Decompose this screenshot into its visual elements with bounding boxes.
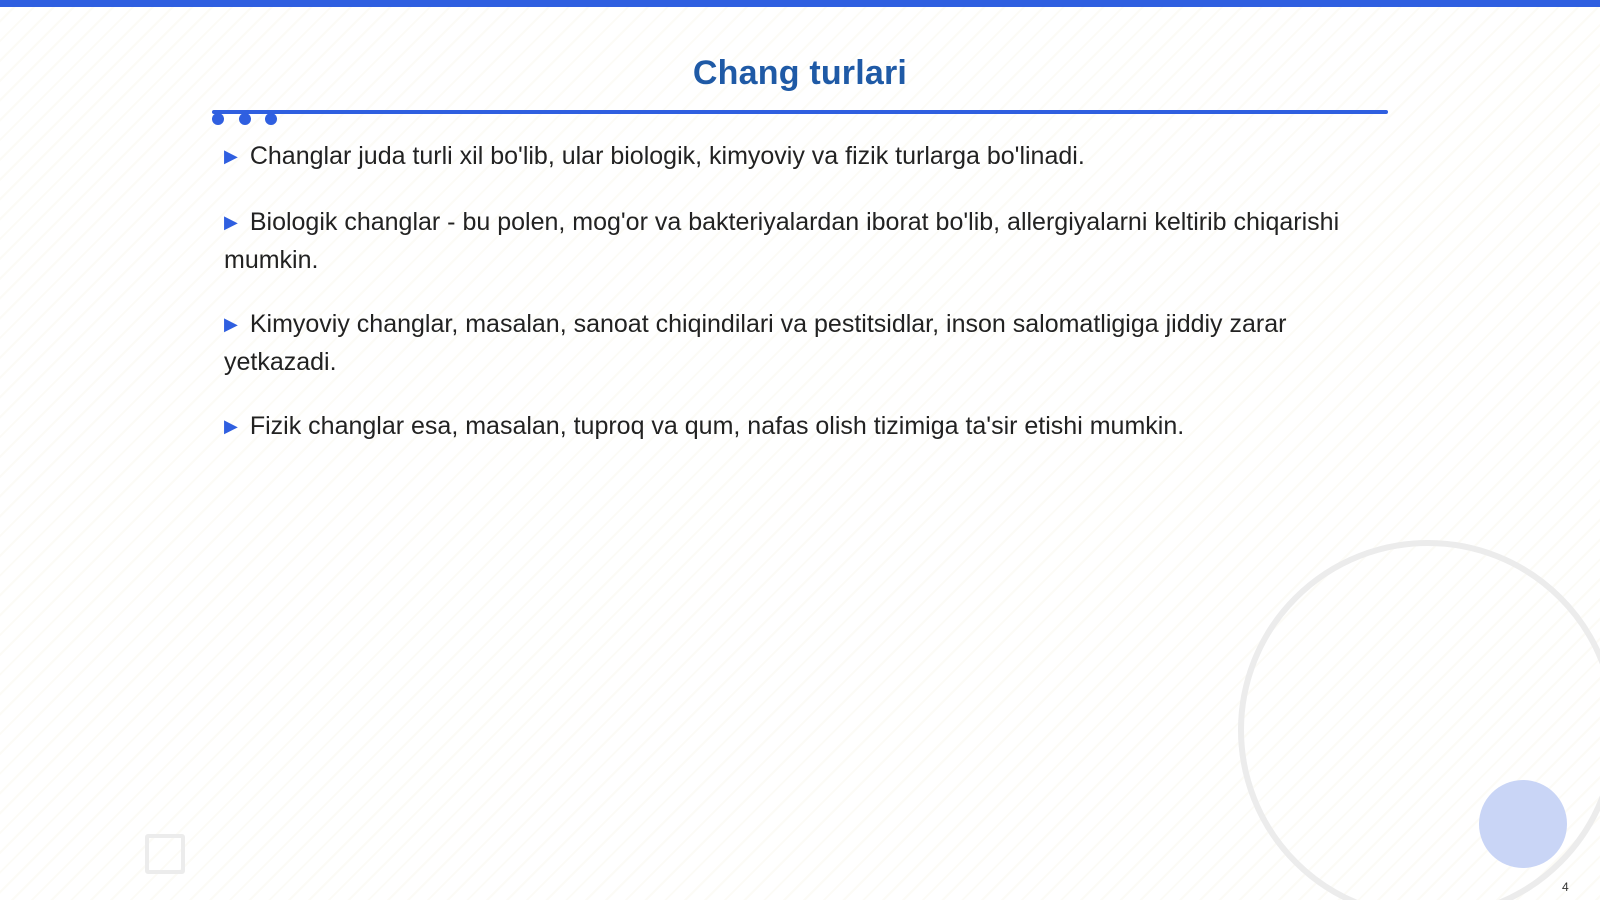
bullet-item	[224, 408, 1354, 446]
triangle-right-icon: ▶	[224, 416, 238, 436]
bullet-text: Biologik changlar - bu polen, mog'or va bakteriyalardan iborat bo'lib, allergiyalarni keltirib chiqarishi mumkin.	[224, 208, 1340, 274]
page-number: 4	[1562, 880, 1569, 894]
title-underline	[212, 110, 1388, 114]
decorative-blob	[1479, 780, 1567, 868]
title-underline-dot-1	[212, 113, 224, 125]
top-accent-bar	[0, 0, 1600, 7]
title-underline-dot-3	[265, 113, 277, 125]
triangle-right-icon: ▶	[224, 146, 238, 166]
decorative-square	[145, 834, 185, 874]
slide-title: Chang turlari	[692, 54, 908, 92]
bullet-item	[224, 204, 1354, 278]
bullet-text: Changlar juda turli xil bo'lib, ular biologik, kimyoviy va fizik turlarga bo'linadi.	[249, 142, 1085, 170]
triangle-right-icon: ▶	[224, 314, 238, 334]
bullet-text: Fizik changlar esa, masalan, tuproq va qum, nafas olish tizimiga ta'sir etishi mumkin.	[249, 412, 1185, 440]
bullet-item	[224, 138, 1354, 176]
bullet-text: Kimyoviy changlar, masalan, sanoat chiqindilari va pestitsidlar, inson salomatligiga jiddiy zarar yetkazadi.	[224, 310, 1287, 376]
title-underline-dot-2	[239, 113, 251, 125]
bullet-list	[224, 138, 1354, 474]
bullet-item	[224, 306, 1354, 380]
triangle-right-icon: ▶	[224, 212, 238, 232]
